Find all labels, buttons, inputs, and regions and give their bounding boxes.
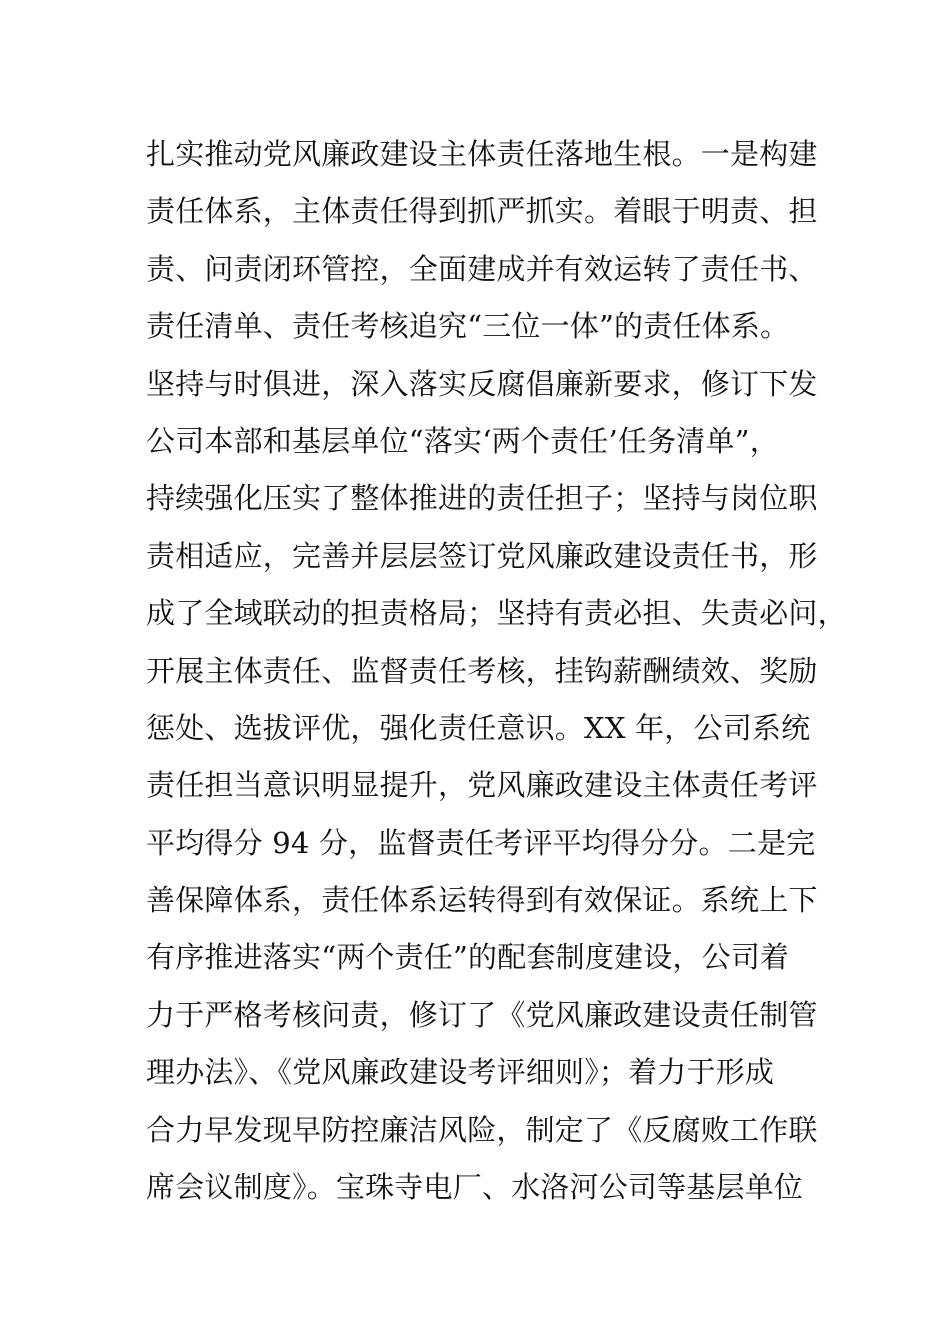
text-line-4: 责任清单、责任考核追究“三位一体”的责任体系。 <box>146 309 790 344</box>
text-line-17: 理办法》、《党风廉政建设考评细则》；着力于形成 <box>146 1055 775 1090</box>
text-line-19: 席会议制度》。宝珠寺电厂、水洛河公司等基层单位 <box>146 1170 804 1205</box>
text-line-18: 合力早发现早防控廉洁风险，制定了《反腐败工作联 <box>146 1112 818 1147</box>
text-line-14: 善保障体系，责任体系运转得到有效保证。系统上下 <box>146 883 818 918</box>
text-line-11: 惩处、选拔评优，强化责任意识。XX 年，公司系统 <box>146 710 811 745</box>
text-line-16: 力于严格考核问责，修订了《党风廉政建设责任制管 <box>146 997 818 1032</box>
text-line-8: 责相适应，完善并层层签订党风廉政建设责任书，形 <box>146 538 818 573</box>
text-line-10: 开展主体责任、监督责任考核，挂钩薪酬绩效、奖励 <box>146 653 818 688</box>
text-line-6: 公司本部和基层单位“落实‘两个责任’任务清单”， <box>146 423 779 458</box>
text-line-9: 成了全域联动的担责格局；坚持有责必担、失责必问， <box>146 596 847 631</box>
text-line-7: 持续强化压实了整体推进的责任担子；坚持与岗位职 <box>146 481 818 516</box>
text-line-3: 责、问责闭环管控，全面建成并有效运转了责任书、 <box>146 251 818 286</box>
text-line-1: 扎实推动党风廉政建设主体责任落地生根。一是构建 <box>146 137 818 171</box>
text-line-2: 责任体系，主体责任得到抓严抓实。着眼于明责、担 <box>146 194 818 229</box>
text-line-12: 责任担当意识明显提升，党风廉政建设主体责任考评 <box>146 768 818 803</box>
text-line-13: 平均得分 94 分，监督责任考评平均得分分。二是完 <box>146 825 816 860</box>
text-line-5: 坚持与时俱进，深入落实反腐倡廉新要求，修订下发 <box>146 366 818 401</box>
body-paragraph <box>146 126 846 1216</box>
text-line-15: 有序推进落实“两个责任”的配套制度建设，公司着 <box>146 940 790 975</box>
